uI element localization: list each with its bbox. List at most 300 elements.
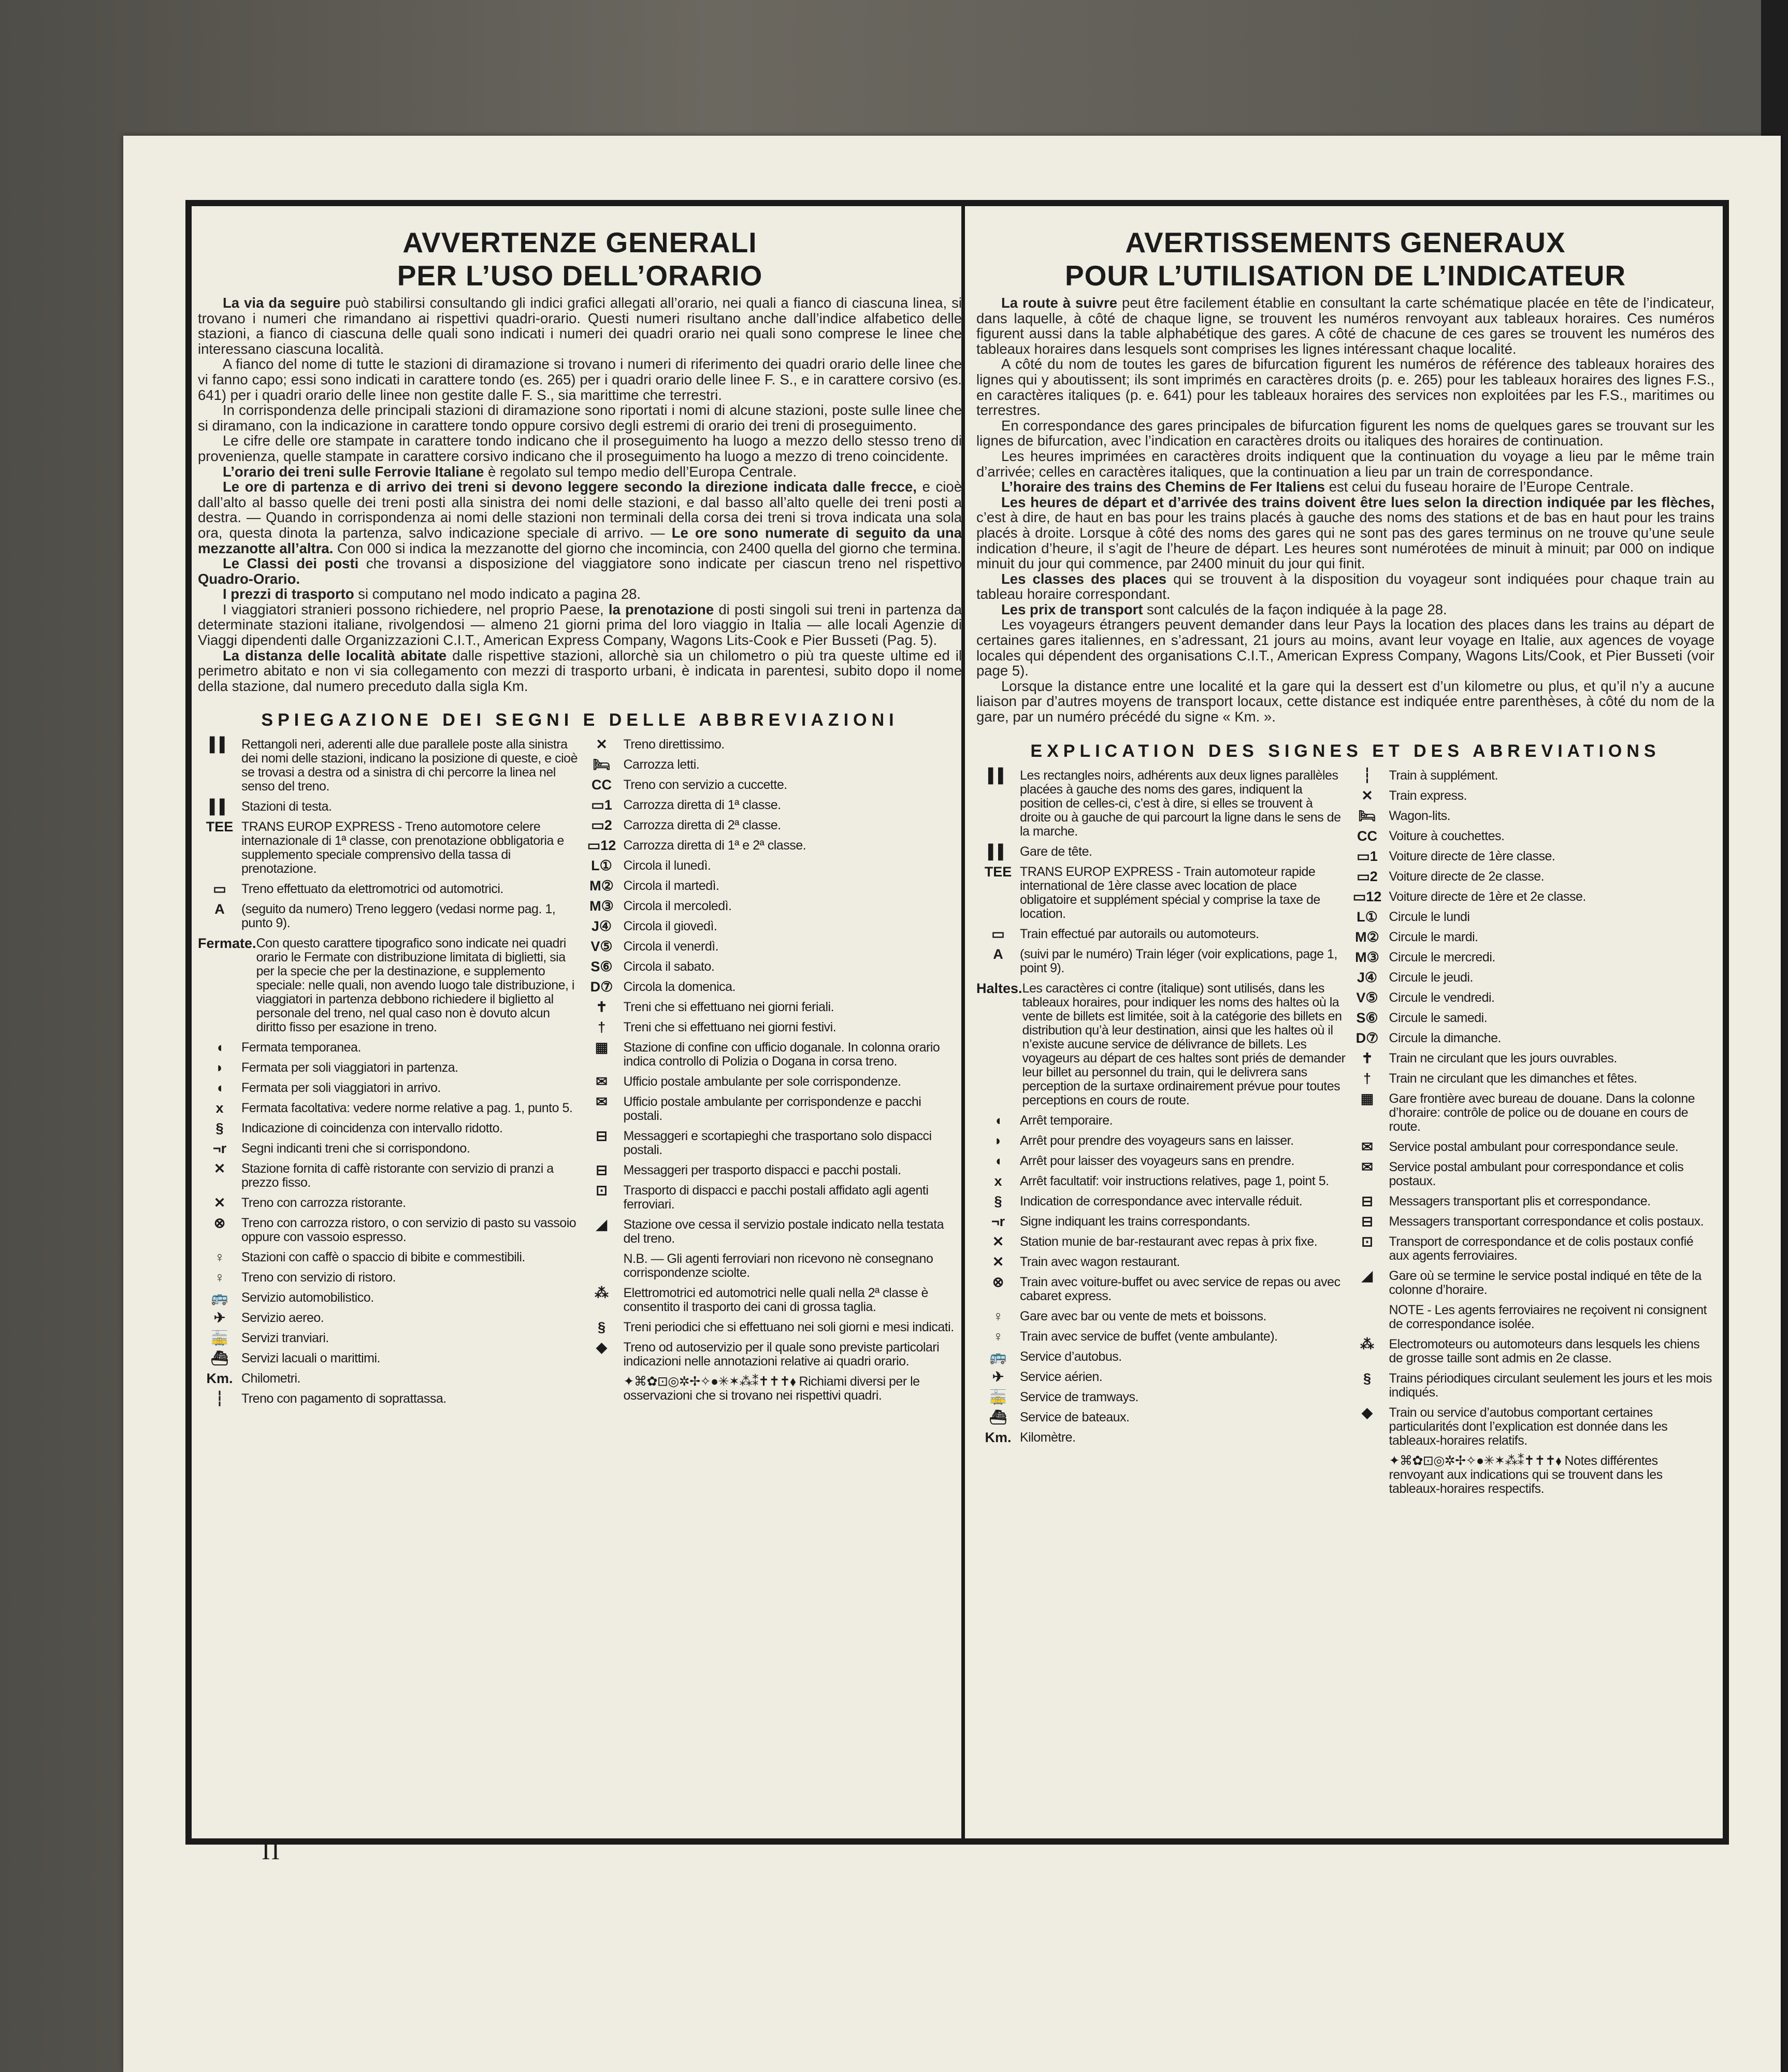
legend-symbol: ▌▌ [988, 843, 1008, 859]
intro-paragraph: Les voyageurs étrangers peuvent demander dans leur Pays la location des places dans les trains au départ de certaines gares italiennes, en s’adressant, 21 jours au moins, avant leur voyage en Italie, aux agences de voyage locales qui dépendent des organisations C.I.T., American Express Company, Wagons Lits/Cook, et Pier Busseti (voir page 5). [976, 616, 1714, 679]
legend-symbol: x [994, 1173, 1002, 1189]
legend-text: Train express. [1389, 788, 1467, 803]
legend-item [1346, 1454, 1715, 1496]
legend-symbol: ✕ [213, 1195, 226, 1211]
legend-symbol [580, 1252, 624, 1280]
column-divider [961, 206, 965, 1838]
legend-item [198, 1142, 580, 1156]
intro-paragraph: I prezzi di trasporto si computano nel modo indicato a pagina 28. [223, 586, 641, 602]
legend-item [580, 778, 962, 792]
legend-item [1346, 951, 1715, 965]
intro-paragraph: L’orario dei treni sulle Ferrovie Italiane è regolato sul tempo medio dell’Europa Centrale. [223, 463, 797, 480]
legend-symbol: ◆ [596, 1340, 607, 1356]
italian-legend-left [198, 738, 580, 1412]
legend-symbol: ◗ [215, 1060, 224, 1076]
legend-item [198, 1351, 580, 1365]
legend-symbol: A [993, 946, 1003, 962]
legend-text: Les caractères ci contre (italique) sont utilisés, dans les tableaux horaires, pour indiquer les noms des haltes où la vente de billets est limitée, soit à la catégorie des billets en distribution qu’à leur destination, ainsi que les haltes où il n’existe aucune service de délivrance de billets. Les voyageurs au départ de ces haltes sont priés de demander leur billet au personnel du train, qui le delivrera sans perception de la surtaxe ordinairement prévue pour toutes perceptions en cours de route. [1022, 981, 1346, 1107]
legend-item [1346, 1337, 1715, 1365]
legend-symbol: A [214, 901, 225, 917]
legend-text: Circola il sabato. [623, 959, 715, 974]
italian-title-line2: PER L’USO DELL’ORARIO [397, 260, 763, 292]
legend-text: Circule le mardi. [1389, 929, 1478, 944]
italian-title [198, 226, 962, 292]
legend-text: (seguito da numero) Treno leggero (vedasi norme pag. 1, punto 9). [241, 902, 556, 931]
page-number: II [262, 1836, 281, 1865]
legend-text: Servizio automobilistico. [241, 1290, 374, 1305]
legend-text: Circola il mercoledì. [623, 899, 732, 914]
legend-item [580, 1095, 962, 1123]
legend-text: Circule le mercredi. [1389, 949, 1495, 965]
legend-text: Fermata per soli viaggiatori in arrivo. [241, 1081, 441, 1096]
legend-symbol: S⑥ [590, 959, 613, 975]
legend-symbol: ◖ [215, 1040, 224, 1056]
legend-symbol: M③ [1355, 949, 1379, 965]
legend-item [580, 960, 962, 974]
legend-item [1346, 850, 1715, 864]
legend-symbol: ✝ [1361, 1050, 1373, 1066]
legend-item [976, 1310, 1346, 1323]
intro-paragraph: La via da seguire può stabilirsi consultando gli indici grafici allegati all’orario, nei quali a fianco di ciascuna linea, si trovano i numeri che rimandano ai rispettivi quadri-orario. Questi numeri risultano anche dall’indice alfabetico delle stazioni, a fianco di ciascuna delle quali sono indicati i numeri dei quadri orario nei quali sono comprese le linee che interessano ciascuna località. [198, 295, 962, 357]
legend-symbol: ▭1 [591, 797, 612, 813]
legend-symbol: CC [1357, 828, 1377, 844]
legend-item [1346, 930, 1715, 944]
legend-item [976, 769, 1346, 839]
legend-item [580, 1286, 962, 1314]
italian-column [198, 206, 962, 1838]
legend-text: Les rectangles noirs, adhérents aux deux lignes parallèles placées à gauche des noms des gares, indiquent la position de celles-ci, c’est à dire, si elles se trouvent à droite ou à gauche de qui parcourt la ligne dans le sens de la marche. [1020, 768, 1341, 839]
legend-text: Messagers transportant correspondance et colis postaux. [1389, 1214, 1704, 1229]
legend-text: (suivi par le numéro) Train léger (voir explications, page 1, point 9). [1020, 946, 1337, 975]
legend-symbol: 🚋 [211, 1330, 228, 1346]
legend-text: Circule le jeudi. [1389, 970, 1473, 985]
legend-item [198, 1250, 580, 1264]
legend-symbol: ⊡ [596, 1183, 608, 1199]
legend-symbol: ✈ [213, 1310, 226, 1326]
legend-item [198, 1061, 580, 1075]
legend-symbol: 🚌 [989, 1348, 1007, 1364]
legend-item [1346, 1160, 1715, 1188]
legend-item [976, 1431, 1346, 1445]
legend-symbol: CC [592, 777, 612, 793]
legend-symbol: 🚌 [211, 1290, 228, 1306]
legend-item [1346, 1303, 1715, 1331]
legend-item [198, 1162, 580, 1190]
legend-item [198, 937, 580, 1034]
intro-paragraph: Le cifre delle ore stampate in carattere tondo indicano che il proseguimento ha luogo a mezzo dello stesso treno di provenienza, quelle stampate in carattere corsivo indicano che il proseguimento ha luogo a mezzo di treno coincidente. [198, 433, 962, 464]
legend-symbol: ✕ [596, 737, 608, 753]
legend-text: Trasporto di dispacci e pacchi postali affidato agli agenti ferroviari. [623, 1183, 929, 1212]
legend-text: Treno con pagamento di soprattassa. [241, 1391, 446, 1406]
legend-text: Messaggeri e scortapieghi che trasportano solo dispacci postali. [623, 1129, 932, 1158]
legend-item [1346, 971, 1715, 985]
legend-symbol: ✕ [1361, 787, 1373, 803]
legend-item [1346, 1215, 1715, 1229]
legend-text: Arrêt temporaire. [1020, 1113, 1113, 1128]
intro-paragraph: Les heures imprimées en caractères droits indiquent que la continuation du voyage a lieu par le même train d’arrivée; celles en caractères italiques, que la continuation a lieu par un train de correspondance. [976, 448, 1714, 480]
legend-symbol: ♀ [214, 1270, 225, 1286]
legend-item [580, 798, 962, 812]
legend-symbol: ♀ [214, 1249, 225, 1265]
legend-text: ✦⌘✿⊡◎✲✢✧●✳✶⁂⁑✝✝✝⬧ Notes différentes renvoyant aux indications qui se trouvent dans les tableaux-horaires respectifs. [1389, 1453, 1663, 1496]
intro-paragraph: A fianco del nome di tutte le stazioni di diramazione si trovano i numeri di riferimento dei quadri orario delle linee che vi fanno capo; essi sono indicati in carattere tondo (es. 265) per i quadri orario delle linee F. S., e in carattere corsivo (es. 641) per i quadri orario delle linee non gestite dalle F. S., sia marittime che terrestri. [198, 356, 962, 403]
legend-symbol: § [597, 1319, 606, 1335]
legend-text: Trains périodiques circulant seulement les jours et les mois indiqués. [1389, 1371, 1712, 1400]
legend-symbol: ✉ [596, 1094, 608, 1110]
legend-symbol: M② [589, 878, 614, 894]
legend-symbol: ⛴ [210, 1350, 229, 1366]
legend-text: Circola il lunedì. [623, 858, 711, 873]
legend-item [976, 1154, 1346, 1168]
legend-item [976, 1195, 1346, 1208]
intro-paragraph: La distanza delle località abitate dalle rispettive stazioni, allorchè sia un chilometro o più tra queste ultime ed il perimetro abitato e non vi sia collegamento con mezzi di trasporto urbani, è indicata in parentesi, subito dopo il nome della stazione, dal numero preceduto dalla sigla Km. [198, 647, 962, 694]
legend-text: Signe indiquant les trains correspondants. [1020, 1214, 1250, 1229]
legend-symbol: † [1363, 1070, 1372, 1086]
legend-symbol: ✕ [992, 1233, 1004, 1249]
legend-text: Chilometri. [241, 1371, 300, 1386]
legend-item [198, 738, 580, 794]
legend-symbol: Fermate. [198, 936, 256, 952]
legend-item [976, 927, 1346, 941]
legend-text: Circule le lundi [1389, 909, 1470, 924]
legend-symbol: ▌▌ [209, 737, 230, 753]
italian-legend [198, 738, 962, 1412]
legend-text: Voiture à couchettes. [1389, 828, 1505, 843]
legend-symbol: J④ [591, 918, 612, 934]
legend-symbol: 🛏 [593, 757, 611, 773]
legend-item [580, 1252, 962, 1280]
legend-text: Stazione fornita di caffè ristorante con servizio di pranzi a prezzo fisso. [241, 1161, 554, 1190]
legend-item [580, 1341, 962, 1369]
legend-symbol: ┆ [1363, 767, 1372, 783]
french-column [976, 206, 1714, 1838]
legend-symbol: † [597, 1019, 606, 1035]
legend-item [1346, 1269, 1715, 1297]
legend-symbol: ⊗ [213, 1215, 226, 1231]
legend-symbol: ¬r [991, 1213, 1005, 1229]
legend-item [580, 879, 962, 893]
legend-symbol: ⊟ [1361, 1193, 1373, 1209]
legend-item [198, 1216, 580, 1244]
legend-symbol: ⊡ [1361, 1233, 1373, 1249]
intro-paragraph: I viaggiatori stranieri possono richiedere, nel proprio Paese, la prenotazione di posti singoli sui treni in partenza da determinate stazioni italiane, rivolgendosi — almeno 21 giorni prima del loro viaggio in Italia — alle locali Agenzie di Viaggi dipendenti dalle Organizzazioni C.I.T., American Express Company, Wagons Lits-Cook e Pier Busseti (Pag. 5). [198, 601, 962, 649]
italian-legend-right [580, 738, 962, 1412]
legend-text: Station munie de bar-restaurant avec repas à prix fixe. [1020, 1234, 1318, 1249]
intro-paragraph: In corrispondenza delle principali stazioni di diramazione sono riportati i nomi di alcune stazioni, poste sulle linee che si diramano, con la indicazione in carattere tondo oppure corsivo degli estremi di orario dei treni di proseguimento. [198, 402, 962, 434]
legend-text: Servizi lacuali o marittimi. [241, 1351, 381, 1366]
legend-symbol: TEE [984, 864, 1012, 880]
legend-symbol: ◖ [993, 1112, 1003, 1128]
intro-paragraph: La route à suivre peut être facilement établie en consultant la carte schématique placée en tête de l’indicateur, dans laquelle, à côté de chaque ligne, se trouvent les numéros renvoyant aux tableaux horaires. Ces numéros figurent aussi dans la table alphabétique des gares. A côté de chacune de ces gares se trouvent les numéros des tableaux horaires dans lesquels sont comprises les lignes intéressant chaque localité. [976, 295, 1714, 357]
legend-item [976, 1215, 1346, 1229]
legend-text: Carrozza diretta di 1ª classe. [623, 798, 781, 813]
legend-symbol: ⊟ [1361, 1213, 1373, 1229]
legend-symbol: ♀ [992, 1328, 1004, 1344]
legend-symbol: L① [591, 858, 612, 874]
legend-text: Transport de correspondance et de colis postaux confié aux agents ferroviaires. [1389, 1234, 1694, 1263]
legend-symbol: 🚋 [989, 1389, 1007, 1405]
legend-text: Messagers transportant plis et correspondance. [1389, 1193, 1651, 1208]
legend-text: Train ne circulant que les jours ouvrables. [1389, 1051, 1617, 1066]
intro-paragraph: Lorsque la distance entre une localité et la gare qui la dessert est d’un kilometre ou plus, et qu’il n’y a aucune liaison par d’autres moyens de transport locaux, cette distance est indiquée entre parenthèses, à côté du nom de la gare, par un numéro précédé du signe « Km. ». [976, 678, 1714, 725]
italian-legend-title: SPIEGAZIONE DEI SEGNI E DELLE ABBREVIAZIONI [261, 710, 899, 730]
legend-symbol: ⊟ [596, 1162, 608, 1178]
legend-text: Train ne circulant que les dimanches et fêtes. [1389, 1071, 1637, 1086]
legend-symbol: ▭ [213, 881, 226, 897]
intro-paragraph: A côté du nom de toutes les gares de bifurcation figurent les numéros de référence des tableaux horaires des lignes qui y aboutissent; ils sont imprimés en caractères droits (p. e. 265) pour les tableaux horaires des lignes F.S., en caractères italiques (p. e. 641) pour les tableaux horaires des services non exploitées par les F.S., maritimes ou terrestres. [976, 356, 1714, 419]
legend-symbol: ◆ [1362, 1404, 1373, 1420]
legend-text: Circule la dimanche. [1389, 1030, 1501, 1045]
legend-text: Rettangoli neri, aderenti alle due parallele poste alla sinistra dei nomi delle stazioni, indicano la posizione di queste, e cioè se trovasi a destra od a sinistra di chi percorre la linea nel senso del treno. [241, 737, 578, 794]
legend-text: Stazioni con caffè o spaccio di bibite e commestibili. [241, 1250, 525, 1265]
legend-symbol: V⑤ [1356, 989, 1378, 1005]
legend-text: Elettromotrici ed automotrici nelle quali nella 2ª classe è consentito il trasporto dei cani di grossa taglia. [623, 1286, 928, 1315]
legend-item [976, 1350, 1346, 1364]
legend-text: NOTE - Les agents ferroviaires ne reçoivent ni consignent de correspondance isolée. [1389, 1302, 1707, 1331]
legend-item [580, 1129, 962, 1157]
french-title-line1: AVERTISSEMENTS GENERAUX [1125, 226, 1566, 258]
legend-text: Carrozza diretta di 1ª e 2ª classe. [623, 838, 806, 853]
legend-item [976, 1114, 1346, 1128]
legend-item [1346, 1372, 1715, 1400]
legend-text: Voiture directe de 1ère et 2e classe. [1389, 889, 1586, 904]
legend-item [976, 982, 1346, 1107]
legend-item [1346, 1140, 1715, 1154]
legend-text: Circola il martedì. [623, 879, 719, 894]
legend-symbol: S⑥ [1356, 1010, 1378, 1026]
legend-item [580, 1375, 962, 1403]
legend-symbol: Km. [206, 1371, 233, 1387]
legend-text: TRANS EUROP EXPRESS - Train automoteur rapide international de 1ère classe avec location de place obligatoire et supplément spécial y comprise la taxe de location. [1020, 864, 1320, 921]
legend-item [976, 1235, 1346, 1249]
legend-text: Treno effettuato da elettromotrici od automotrici. [241, 882, 503, 897]
legend-symbol: ◗ [993, 1132, 1003, 1148]
legend-symbol: ◖ [215, 1080, 224, 1096]
legend-item [580, 1184, 962, 1212]
intro-paragraph: Les classes des places qui se trouvent à la disposition du voyageur sont indiquées pour chaque train au tableau horaire correspondant. [976, 570, 1714, 602]
legend-text: Treni che si effettuano nei giorni feriali. [623, 1000, 834, 1015]
legend-text: Treni periodici che si effettuano nei soli giorni e mesi indicati. [623, 1320, 954, 1335]
legend-symbol: § [1363, 1370, 1372, 1386]
legend-item [976, 1370, 1346, 1384]
legend-symbol: Haltes. [976, 980, 1022, 996]
legend-item [198, 1331, 580, 1345]
legend-symbol: § [994, 1193, 1002, 1209]
legend-symbol: ⛴ [989, 1409, 1007, 1425]
legend-text: Segni indicanti treni che si corrispondono. [241, 1141, 470, 1156]
legend-text: Circule le vendredi. [1389, 990, 1495, 1005]
legend-item [1346, 789, 1715, 803]
legend-text: Voiture directe de 2e classe. [1389, 869, 1545, 884]
legend-item [1346, 809, 1715, 823]
legend-item [580, 1320, 962, 1334]
legend-item [580, 940, 962, 954]
legend-text: Train avec service de buffet (vente ambulante). [1020, 1329, 1278, 1344]
italian-intro [198, 295, 962, 694]
legend-item [976, 1411, 1346, 1424]
legend-item [976, 1330, 1346, 1344]
legend-item [198, 902, 580, 930]
legend-text: Service postal ambulant pour correspondance et colis postaux. [1389, 1159, 1684, 1188]
legend-item [976, 1275, 1346, 1303]
legend-symbol: ✉ [1361, 1159, 1373, 1175]
legend-item [198, 1121, 580, 1135]
legend-symbol: ▦ [1360, 1090, 1374, 1106]
legend-item [580, 1075, 962, 1089]
legend-symbol: ▦ [595, 1040, 609, 1056]
legend-text: N.B. — Gli agenti ferroviari non ricevono nè consegnano corrispondenze sciolte. [623, 1251, 933, 1280]
legend-symbol: ▭2 [1357, 868, 1378, 884]
legend-text: Stazioni di testa. [241, 799, 332, 814]
legend-item [198, 820, 580, 876]
legend-symbol: L① [1357, 909, 1378, 925]
legend-text: TRANS EUROP EXPRESS - Treno automotore celere internazionale di 1ª classe, con prenotazione obbligatoria e supplemento speciale comprensivo della tassa di prenotazione. [241, 819, 564, 876]
legend-symbol: ✉ [596, 1074, 608, 1090]
legend-text: Indication de correspondance avec intervalle réduit. [1020, 1193, 1303, 1208]
legend-symbol: ┆ [215, 1391, 224, 1407]
legend-symbol: Km. [985, 1429, 1012, 1445]
legend-item [580, 1041, 962, 1069]
legend-symbol: M② [1355, 929, 1379, 945]
legend-symbol: ⊗ [992, 1274, 1004, 1290]
legend-text: Ufficio postale ambulante per sole corrispondenze. [623, 1074, 901, 1089]
legend-item [198, 1372, 580, 1386]
french-legend [976, 769, 1714, 1502]
legend-item [1346, 1072, 1715, 1086]
legend-text: Circola la domenica. [623, 980, 736, 995]
french-legend-title: EXPLICATION DES SIGNES ET DES ABREVIATIONS [1030, 741, 1661, 761]
legend-item [976, 845, 1346, 859]
intro-paragraph: L’horaire des trains des Chemins de Fer Italiens est celui du fuseau horaire de l’Europe Centrale. [1001, 479, 1634, 495]
legend-text: Messaggeri per trasporto dispacci e pacchi postali. [623, 1163, 901, 1178]
legend-item [580, 919, 962, 933]
legend-text: Circola il giovedì. [623, 919, 717, 934]
legend-text: Carrozza diretta di 2ª classe. [623, 818, 781, 833]
legend-symbol: ♀ [992, 1308, 1004, 1324]
legend-item [976, 865, 1346, 921]
legend-item [198, 1311, 580, 1325]
legend-text: Train ou service d’autobus comportant certaines particularités dont l’explication est donnée dans les tableaux-horaires relatifs. [1389, 1405, 1668, 1448]
legend-text: ✦⌘✿⊡◎✲✢✧●✳✶⁂⁑✝✝✝⬧ Richiami diversi per le osservazioni che si trovano nei rispettivi quadri. [623, 1374, 920, 1403]
legend-item [1346, 870, 1715, 884]
legend-item [976, 1255, 1346, 1269]
legend-symbol: ▭2 [591, 817, 612, 833]
intro-paragraph: Les prix de transport sont calculés de la façon indiquée à la page 28. [1001, 601, 1447, 617]
legend-symbol: ✈ [992, 1369, 1004, 1385]
legend-item [198, 882, 580, 896]
legend-symbol: ⁂ [1360, 1336, 1374, 1352]
legend-text: Circola il venerdì. [623, 939, 719, 954]
legend-text: Arrêt pour prendre des voyageurs sans en laisser. [1020, 1133, 1294, 1148]
legend-symbol: M③ [589, 898, 614, 914]
legend-text: Con questo carattere tipografico sono indicate nei quadri orario le Fermate con distribuzione limitata di biglietti, sia per la specie che per la destinazione, e supplemento speciale: nelle quali, non avendo luogo tale distribuzione, i viaggiatori in partenza debbono richiedere il biglietto al personale del treno, nel qual caso non è dovuto alcun diritto fisso per esazione in treno. [256, 936, 574, 1035]
legend-symbol [580, 1375, 624, 1403]
legend-text: Treno direttissimo. [623, 737, 725, 752]
legend-text: Fermata temporanea. [241, 1040, 361, 1055]
legend-item [580, 980, 962, 994]
legend-symbol: ⁂ [595, 1285, 609, 1301]
legend-text: Wagon-lits. [1389, 808, 1451, 823]
intro-paragraph: Le Classi dei posti che trovansi a disposizione del viaggiatore sono indicate per ciascun treno nel rispettivo Quadro-Orario. [198, 555, 962, 587]
legend-text: Treni che si effettuano nei giorni festivi. [623, 1020, 837, 1035]
intro-paragraph: Les heures de départ et d’arrivée des trains doivent être lues selon la direction indiquée par les flèches, c’est à dire, de haut en bas pour les trains placés à gauche des noms des stations et de bas en haut pour les trains placés à droite. Lorsque à côté des noms des gares qui ne sont pas des gares terminus on ne trouve qu’une seule indication d’heure, il s’agit de l’heure de départ. Les heures sont numérotées de minuit à minuit; par 000 on indique minuit du jour qui commence, par 2400 minuit du jour qui finit. [976, 494, 1714, 572]
legend-symbol: ▭12 [1352, 888, 1382, 904]
legend-text: Train avec voiture-buffet ou avec service de repas ou avec cabaret express. [1020, 1274, 1340, 1303]
legend-text: Service d’autobus. [1020, 1349, 1122, 1364]
legend-item [198, 1081, 580, 1095]
legend-text: Fermata per soli viaggiatori in partenza. [241, 1060, 458, 1075]
legend-item [1346, 1052, 1715, 1066]
legend-text: Gare de tête. [1020, 844, 1092, 859]
legend-text: Circule le samedi. [1389, 1010, 1488, 1025]
french-legend-left [976, 769, 1346, 1502]
legend-symbol: ✕ [213, 1161, 226, 1177]
legend-symbol [1346, 1454, 1389, 1496]
legend-symbol: ◖ [993, 1153, 1003, 1169]
legend-text: Service de bateaux. [1020, 1409, 1130, 1424]
legend-text: Service postal ambulant pour correspondance seule. [1389, 1139, 1679, 1154]
legend-symbol: ▭1 [1357, 848, 1378, 864]
legend-symbol: ✕ [992, 1254, 1004, 1270]
legend-text: Fermata facoltativa: vedere norme relative a pag. 1, punto 5. [241, 1101, 573, 1116]
legend-item [580, 758, 962, 772]
legend-item [580, 859, 962, 873]
legend-text: Treno con carrozza ristorante. [241, 1196, 406, 1211]
intro-paragraph: En correspondance des gares principales de bifurcation figurent les noms de quelques gares se trouvant sur les lignes de bifurcation, avec l’indication en caractères droits ou italiques des horaires de continuation. [976, 417, 1714, 449]
legend-item [1346, 890, 1715, 904]
legend-symbol: D⑦ [590, 979, 613, 995]
intro-paragraph: Le ore di partenza e di arrivo dei treni si devono leggere secondo la direzione indicata dalle frecce, e cioè dall’alto al basso quelle dei treni posti alla sinistra dei nomi delle stazioni, e dal basso all’alto quelle dei treni posti a destra. — Quando in corrispondenza ai nomi delle stazioni non terminali della corsa dei treni si trova indicata una sola ora, questa dinota la partenza, salvo indicazione speciale di arrivo. — Le ore sono numerate di seguito da una mezzanotte all’altra. Con 000 si indica la mezzanotte del giorno che incomincia, con 2400 quella del giorno che termina. [198, 479, 962, 556]
legend-symbol: ◢ [1362, 1268, 1373, 1284]
legend-item [1346, 1235, 1715, 1263]
legend-item [976, 1174, 1346, 1188]
legend-text: Indicazione di coincidenza con intervallo ridotto. [241, 1121, 503, 1136]
legend-item [1346, 769, 1715, 783]
legend-item [1346, 1406, 1715, 1448]
legend-item [580, 1218, 962, 1246]
legend-item [580, 738, 962, 752]
legend-item [198, 1041, 580, 1055]
french-intro [976, 295, 1714, 725]
legend-text: Gare avec bar ou vente de mets et boissons. [1020, 1308, 1266, 1323]
legend-text: Arrêt pour laisser des voyageurs sans en prendre. [1020, 1153, 1294, 1168]
legend-item [580, 899, 962, 913]
legend-text: Electromoteurs ou automoteurs dans lesquels les chiens de grosse taille sont admis en 2e classe. [1389, 1336, 1700, 1365]
legend-text: Arrêt facultatif: voir instructions relatives, page 1, point 5. [1020, 1173, 1329, 1188]
legend-symbol: 🛏 [1358, 808, 1376, 824]
legend-item [1346, 1092, 1715, 1134]
legend-text: Treno od autoservizio per il quale sono previste particolari indicazioni nelle annotazioni relative ai quadri orario. [623, 1340, 940, 1369]
legend-item [1346, 1011, 1715, 1025]
legend-text: Treno con carrozza ristoro, o con servizio di pasto su vassoio oppure con vassoio espresso. [241, 1216, 576, 1245]
legend-item [1346, 910, 1715, 924]
legend-item [1346, 991, 1715, 1005]
legend-text: Train effectué par autorails ou automoteurs. [1020, 926, 1259, 941]
legend-symbol: ▭ [991, 926, 1005, 942]
legend-item [198, 1291, 580, 1305]
legend-item [1346, 1031, 1715, 1045]
legend-text: Stazione di confine con ufficio doganale. In colonna orario indica controllo di Polizia o Dogana in corsa treno. [623, 1040, 940, 1069]
legend-text: Voiture directe de 1ère classe. [1389, 848, 1555, 864]
legend-text: Carrozza letti. [623, 757, 700, 772]
legend-symbol: ✉ [1361, 1139, 1373, 1155]
legend-symbol: ◢ [596, 1217, 607, 1233]
legend-item [580, 1163, 962, 1177]
french-title [976, 226, 1714, 292]
legend-text: Gare frontière avec bureau de douane. Dans la colonne d’horaire: contrôle de police ou de douane en cours de route. [1389, 1091, 1695, 1134]
legend-item [976, 1134, 1346, 1148]
legend-symbol: ▌▌ [209, 799, 230, 815]
